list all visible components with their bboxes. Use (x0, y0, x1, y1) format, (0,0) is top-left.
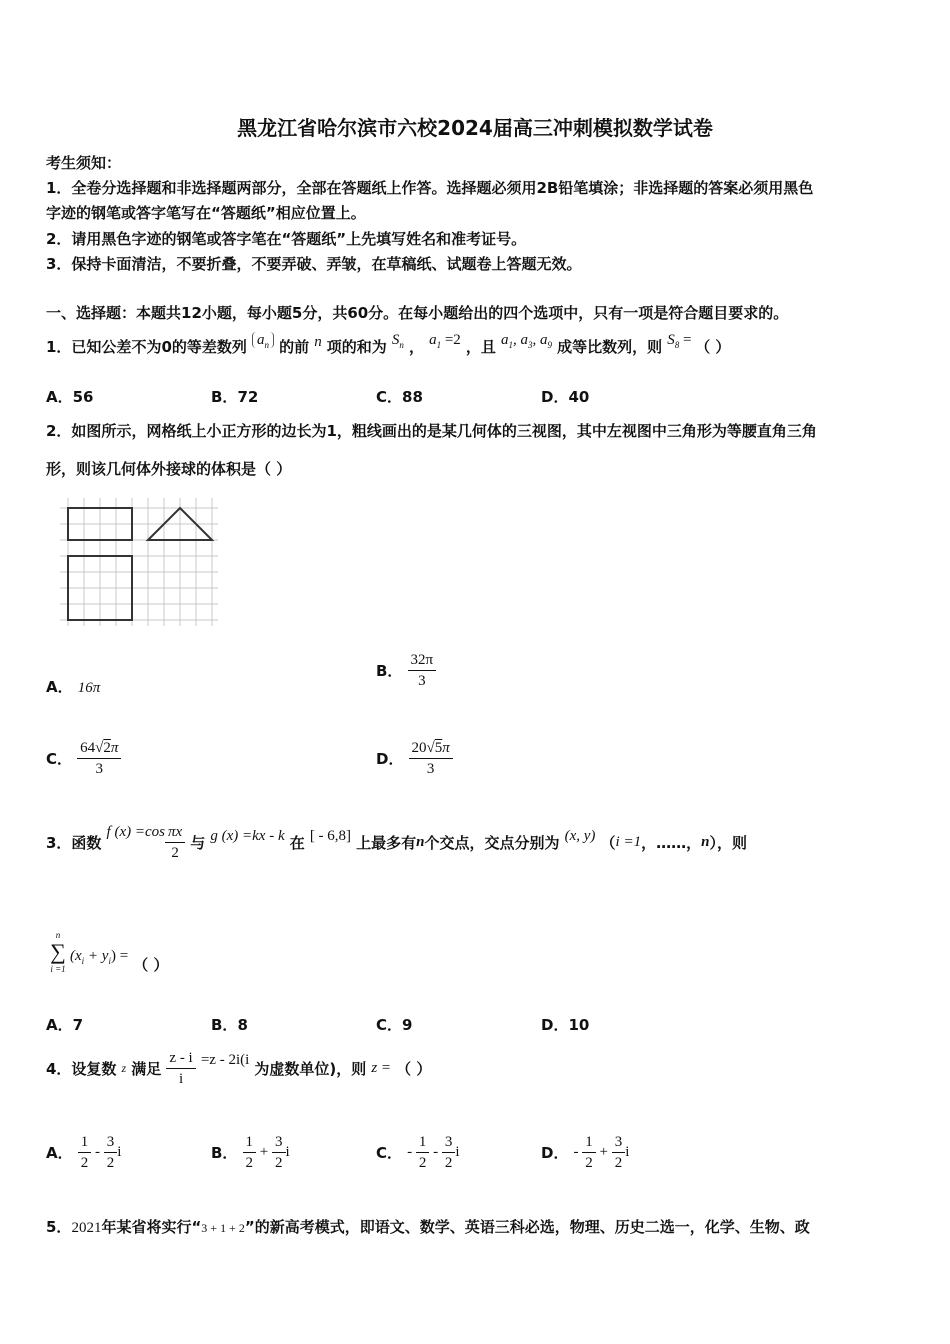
q1-a1-sub: 1 (436, 340, 442, 350)
q4-b-num1: 1 (243, 1132, 257, 1153)
q1-opt-c-label: C． (376, 388, 403, 406)
notice-line-1a: 1．全卷分选择题和非选择题两部分，全部在答题纸上作答。选择题必须用2B铅笔填涂；非选择题的答案必须用黑色 (46, 179, 814, 197)
q1-a1 (429, 332, 461, 348)
q2-opt-b-num: 32π (408, 650, 437, 671)
q3-opt-a-value: 7 (72, 1016, 84, 1034)
q1-text-1: 1．已知公差不为0的等差数列 (46, 338, 247, 356)
q4-z: z (121, 1061, 127, 1075)
q4-option-d[interactable] (541, 1132, 629, 1173)
q3-text-1: 3．函数 (46, 834, 102, 852)
q2-opt-b-fraction (408, 650, 437, 691)
q2-opt-c-pi: π (110, 740, 119, 756)
q3-sum-yi: i (108, 956, 111, 967)
q1-option-d[interactable] (541, 386, 589, 407)
q1-al-s3: 9 (547, 340, 553, 350)
q3-option-a[interactable] (46, 1014, 83, 1035)
three-view-diagram (60, 498, 218, 626)
q3-n2: n (701, 834, 710, 850)
q4-b-den2: 2 (275, 1155, 283, 1171)
q3-option-b[interactable] (211, 1014, 248, 1035)
q4-b-i: i (285, 1144, 290, 1160)
q4-c-num2: 3 (442, 1132, 456, 1153)
q1-paren: （ ） (695, 338, 731, 356)
q2-opt-d-den: 3 (426, 761, 435, 777)
q3-opt-c-value: 9 (402, 1016, 413, 1034)
q2-opt-c-coef: 64 (80, 740, 96, 756)
q5-text-3: ”的新高考模式，即语文、数学、英语三科必选，物理、历史二选一，化学、生物、政 (244, 1218, 810, 1236)
q4-opt-a-label: A． (46, 1144, 73, 1162)
q3-sum-bottom: i =1 (50, 964, 66, 974)
q4-d-num1: 1 (582, 1132, 596, 1153)
q3-g: g (x) =kx - k (210, 828, 285, 844)
q4-a-i: i (117, 1144, 122, 1160)
q4-c-i: i (455, 1144, 460, 1160)
q2-opt-c-label: C． (46, 750, 73, 768)
q4-d-op: + (595, 1144, 612, 1160)
q3-opt-a-label: A． (46, 1016, 73, 1034)
q4-opt-b-label: B． (211, 1144, 238, 1162)
q2-opt-b-den: 3 (418, 673, 426, 689)
q4-c-num1: 1 (416, 1132, 430, 1153)
q1-n: n (314, 334, 322, 350)
q2-option-b[interactable] (376, 650, 436, 691)
q3-opt-d-label: D． (541, 1016, 569, 1034)
q1-opt-b-label: B． (211, 388, 238, 406)
q3-sum-x: (x (70, 948, 82, 964)
q1-a1-eq: =2 (441, 332, 461, 348)
q2-opt-c-radicand: 2 (103, 740, 111, 756)
q1-opt-c-value: 88 (402, 388, 423, 406)
q2-opt-c-den: 3 (95, 761, 103, 777)
q1-opt-d-value: 40 (568, 388, 590, 406)
q4-c-neg: - (407, 1144, 416, 1160)
q4-b-num2: 3 (272, 1132, 286, 1153)
q3-point: (x, y) (564, 828, 596, 844)
grid-lines (60, 498, 218, 626)
q1-opt-d-label: D． (541, 388, 569, 406)
q4-text-3: 为虚数单位)，则 (254, 1060, 367, 1078)
q3-option-c[interactable] (376, 1014, 412, 1035)
q4-d-i: i (625, 1144, 630, 1160)
q1-S-sub: n (399, 340, 404, 350)
q4-d-den2: 2 (614, 1155, 623, 1171)
q2-option-a[interactable] (46, 676, 100, 697)
q3-text-4: 上最多有 (356, 834, 417, 852)
q4-z-eq: z = (371, 1060, 392, 1076)
q1-comma: ， (408, 338, 424, 356)
q1-text-4: ，且 (465, 338, 496, 356)
question-3 (46, 822, 747, 863)
q4-option-c[interactable] (376, 1132, 460, 1173)
q5-mode: 3 + 1 + 2 (201, 1221, 245, 1235)
q1-opt-a-value: 56 (72, 388, 94, 406)
q3-opt-b-value: 8 (237, 1016, 248, 1034)
q4-frac-den: i (178, 1071, 184, 1087)
notice-heading: 考生须知： (46, 154, 122, 172)
q3-text-5: 个交点，交点分别为 (424, 834, 560, 852)
q3-f-den: 2 (171, 845, 179, 861)
question-1 (46, 332, 731, 358)
q4-c-den1: 2 (418, 1155, 427, 1171)
q4-b-den1: 2 (245, 1155, 254, 1171)
q3-opt-b-label: B． (211, 1016, 238, 1034)
q3-n: n (416, 834, 425, 850)
q2-opt-d-radicand: 5 (434, 740, 443, 756)
q3-text-8: ），则 (709, 834, 747, 852)
q1-S8-sub: 8 (674, 340, 680, 350)
q1-al-c2: , a (532, 332, 548, 348)
q4-fraction (166, 1048, 195, 1089)
q3-sum-body (70, 944, 169, 974)
q4-d-den1: 2 (585, 1155, 593, 1171)
q2-opt-c-fraction: $\frac{64√2\pi}{3}$ (77, 738, 121, 779)
q2-option-c[interactable] (46, 738, 121, 779)
q4-a-den2: 2 (106, 1155, 115, 1171)
q2-opt-a-label: A． (46, 678, 73, 696)
q3-text-7: ，……， (641, 834, 702, 852)
q3-f: f (x) =cos (106, 824, 165, 840)
q3-text-6: （ (600, 834, 616, 852)
q1-a-list (501, 332, 552, 348)
q1-option-b[interactable] (211, 386, 258, 407)
q1-al-c1: , a (513, 332, 529, 348)
q2-opt-d-pi: π (442, 740, 450, 756)
question-5 (46, 1216, 810, 1237)
q1-text-2: 的前 (279, 338, 310, 356)
q3-opt-c-label: C． (376, 1016, 403, 1034)
q4-option-a[interactable] (46, 1132, 121, 1173)
q3-text-2: 与 (190, 834, 206, 852)
q3-sum (48, 930, 68, 974)
q1-S: S (391, 332, 400, 348)
q3-f-frac (165, 822, 185, 863)
q1-al-s1: 1 (508, 340, 514, 350)
q1-al-s2: 3 (528, 340, 533, 350)
q4-d-num2: 3 (612, 1132, 626, 1153)
q4-opt-c-label: C． (376, 1144, 403, 1162)
q1-S8-var: S (667, 332, 675, 348)
q1-opt-a-label: A． (46, 388, 73, 406)
q1-text-3: 项的和为 (326, 338, 387, 356)
q1-S8 (667, 332, 695, 348)
q3-interval: [ - 6,8] (309, 828, 352, 844)
q1-opt-b-value: 72 (237, 388, 259, 406)
q2-opt-b-label: B． (376, 662, 403, 680)
q5-text-2: 年某省将实行“ (101, 1218, 202, 1236)
q3-sum-plus: + y (84, 948, 109, 964)
q4-text-2: 满足 (131, 1060, 162, 1078)
q1-text-5: 成等比数列，则 (557, 338, 663, 356)
section-heading: 一、选择题：本题共12小题，每小题5分，共60分。在每小题给出的四个选项中，只有一项是符合题目要求的。 (46, 304, 789, 322)
q4-a-den1: 2 (80, 1155, 89, 1171)
q2-option-d[interactable] (376, 738, 453, 779)
q4-a-op: - (91, 1144, 104, 1160)
q2-line-2: 形，则该几何体外接球的体积是（ ） (46, 460, 292, 478)
q4-c-op: - (429, 1144, 442, 1160)
q3-f-num: πx (165, 822, 185, 843)
q4-eq: =z - 2i(i (200, 1052, 250, 1068)
question-4 (46, 1048, 431, 1089)
q1-seq-sub: n (264, 340, 269, 350)
q1-sequence (252, 332, 274, 348)
q1-option-c[interactable] (376, 386, 423, 407)
q4-d-neg: - (573, 1144, 583, 1160)
notice-line-3: 3．保持卡面清洁，不要折叠，不要弄破、弄皱，在草稿纸、试题卷上答题无效。 (46, 255, 582, 273)
q4-c-den2: 2 (444, 1155, 453, 1171)
q3-sum-xi: i (81, 956, 85, 967)
q2-opt-d-fraction: $\frac{20√5\pi}{3}$ (409, 738, 453, 779)
q3-sum-symbol: ∑ (50, 939, 66, 964)
q1-S8-eq: = (679, 332, 696, 348)
q3-option-d[interactable] (541, 1014, 589, 1035)
notice-line-1b: 字迹的钢笔或答字笔写在“答题纸”相应位置上。 (46, 204, 366, 222)
notice-line-2: 2．请用黑色字迹的钢笔或答字笔在“答题纸”上先填写姓名和准考证号。 (46, 230, 527, 248)
q3-paren: （ ） (133, 956, 169, 974)
q4-option-b[interactable] (211, 1132, 290, 1173)
q2-opt-a-value: 16π (77, 680, 101, 696)
q4-paren: （ ） (396, 1060, 432, 1078)
q5-year: 2021 (71, 1220, 102, 1236)
q1-option-a[interactable] (46, 386, 93, 407)
q4-a-num1: 1 (78, 1132, 92, 1153)
q2-line-1: 2．如图所示，网格纸上小正方形的边长为1，粗线画出的是某几何体的三视图，其中左视图中三角形为等腰直角三角 (46, 422, 817, 440)
page-title: 黑龙江省哈尔滨市六校2024届高三冲刺模拟数学试卷 (237, 116, 713, 140)
q4-a-num2: 3 (104, 1132, 118, 1153)
q4-b-op: + (256, 1144, 272, 1160)
q1-seq-var: a (256, 332, 265, 348)
q2-opt-d-coef: 20 (411, 740, 427, 756)
q1-al-1: a (501, 332, 509, 348)
q4-opt-d-label: D． (541, 1144, 569, 1162)
q3-opt-d-value: 10 (568, 1016, 590, 1034)
q1-sum-symbol (392, 332, 404, 348)
q4-frac-num: z - i (166, 1048, 195, 1069)
q1-a1-var: a (429, 332, 437, 348)
q2-opt-d-label: D． (376, 750, 404, 768)
q3-sum-top: n (55, 930, 61, 940)
q3-sum-end: ) = (110, 948, 129, 964)
q4-text-1: 4．设复数 (46, 1060, 117, 1078)
q5-text-1: 5． (46, 1218, 72, 1236)
q3-i-eq: i =1 (615, 834, 642, 850)
q3-text-3: 在 (289, 834, 305, 852)
